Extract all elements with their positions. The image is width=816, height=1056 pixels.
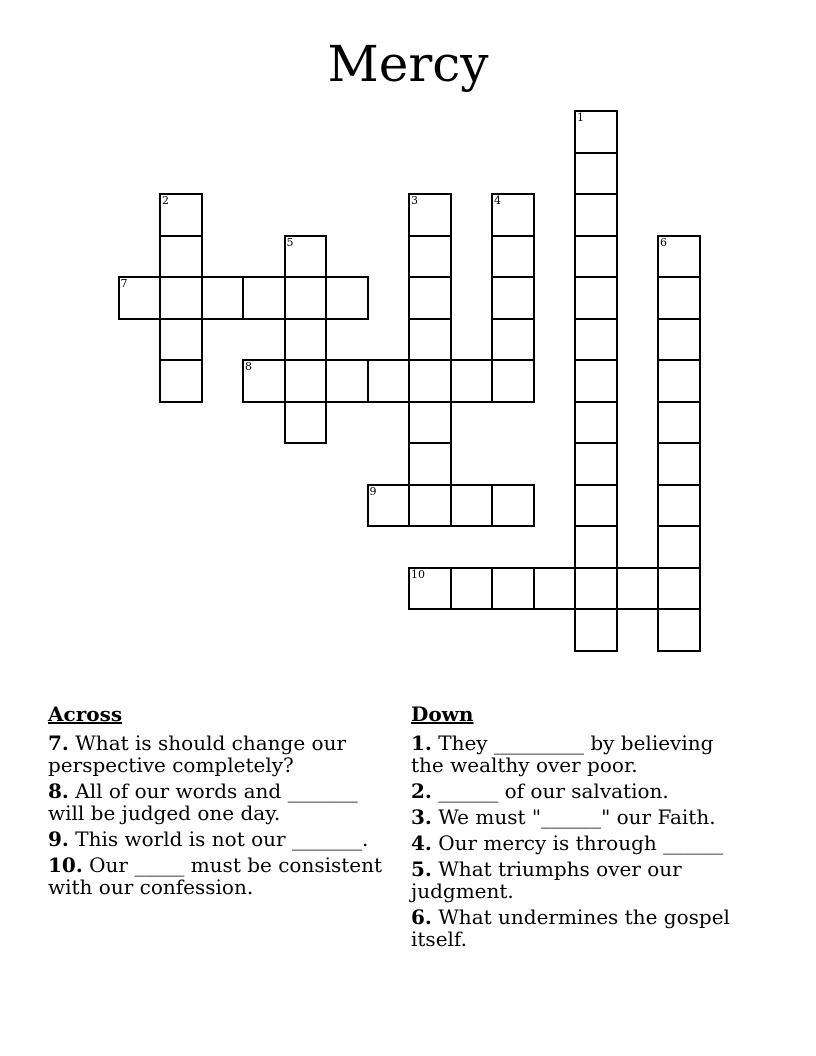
clue-number: 10. <box>48 853 83 877</box>
grid-cell[interactable] <box>657 318 701 362</box>
down-clues <box>411 702 751 954</box>
grid-cell[interactable] <box>159 318 203 362</box>
grid-cell[interactable] <box>574 318 618 362</box>
grid-cell[interactable] <box>450 567 494 611</box>
clue-text: Our _____ must be consistent with our confession. <box>48 853 383 899</box>
grid-cell[interactable] <box>325 359 369 403</box>
clue-number-label: 5 <box>286 235 294 249</box>
clue-text: What triumphs over our judgment. <box>411 857 682 903</box>
grid-cell[interactable] <box>574 484 618 528</box>
clue-across-9 <box>48 828 388 850</box>
clue-text: All of our words and _______ will be judged one day. <box>48 779 358 825</box>
grid-cell[interactable] <box>450 359 494 403</box>
grid-cell[interactable] <box>201 276 245 320</box>
clue-text: They _________ by believing the wealthy over poor. <box>411 731 714 777</box>
grid-cell[interactable] <box>408 442 452 486</box>
grid-cell[interactable] <box>657 276 701 320</box>
clue-number-label: 4 <box>494 194 501 207</box>
grid-cell[interactable] <box>284 401 328 445</box>
grid-cell[interactable] <box>284 318 328 362</box>
clue-number-label: 10 <box>411 567 425 581</box>
grid-cell[interactable] <box>574 235 618 279</box>
down-heading: Down <box>411 702 474 726</box>
grid-cell[interactable] <box>325 276 369 320</box>
grid-cell[interactable] <box>574 276 618 320</box>
grid-cell[interactable] <box>159 359 203 403</box>
clue-down-5 <box>411 858 751 902</box>
clue-number-label: 6 <box>660 235 667 249</box>
grid-cell[interactable] <box>574 110 618 154</box>
grid-cell[interactable] <box>118 276 162 320</box>
grid-cell[interactable] <box>159 193 203 237</box>
clue-across-8 <box>48 780 388 824</box>
grid-cell[interactable] <box>159 276 203 320</box>
grid-cell[interactable] <box>284 235 328 279</box>
grid-cell[interactable] <box>657 401 701 445</box>
clue-text: Our mercy is through ______ <box>438 831 724 855</box>
grid-cell[interactable] <box>242 276 286 320</box>
grid-cell[interactable] <box>284 276 328 320</box>
grid-cell[interactable] <box>367 484 411 528</box>
grid-cell[interactable] <box>657 359 701 403</box>
clue-number: 2. <box>411 779 432 803</box>
grid-cell[interactable] <box>408 276 452 320</box>
clue-number: 9. <box>48 827 69 851</box>
clue-number-label: 2 <box>162 194 169 207</box>
grid-cell[interactable] <box>491 235 535 279</box>
grid-cell[interactable] <box>574 193 618 237</box>
grid-cell[interactable] <box>242 359 286 403</box>
clue-number-label: 8 <box>245 360 252 373</box>
grid-cell[interactable] <box>657 608 701 652</box>
grid-cell[interactable] <box>657 484 701 528</box>
grid-cell[interactable] <box>574 152 618 196</box>
clue-text: What undermines the gospel itself. <box>411 905 730 951</box>
grid-cell[interactable] <box>574 567 618 611</box>
clue-text: ______ of our salvation. <box>438 779 669 803</box>
clue-number: 7. <box>48 731 69 755</box>
grid-cell[interactable] <box>491 484 535 528</box>
grid-cell[interactable] <box>574 359 618 403</box>
grid-cell[interactable] <box>533 567 577 611</box>
grid-cell[interactable] <box>491 276 535 320</box>
grid-cell[interactable] <box>408 359 452 403</box>
grid-cell[interactable] <box>574 608 618 652</box>
clue-across-7 <box>48 732 388 776</box>
grid-cell[interactable] <box>367 359 411 403</box>
grid-cell[interactable] <box>408 401 452 445</box>
grid-cell[interactable] <box>408 484 452 528</box>
clue-number: 5. <box>411 857 432 881</box>
grid-cell[interactable] <box>408 567 452 611</box>
clue-down-6 <box>411 906 751 950</box>
clue-text: What is should change our perspective completely? <box>48 731 347 777</box>
across-clues <box>48 702 388 902</box>
clue-number: 8. <box>48 779 69 803</box>
across-heading: Across <box>48 702 123 726</box>
grid-cell[interactable] <box>657 235 701 279</box>
clue-number: 1. <box>411 731 432 755</box>
grid-cell[interactable] <box>491 567 535 611</box>
grid-cell[interactable] <box>657 442 701 486</box>
grid-cell[interactable] <box>450 484 494 528</box>
grid-cell[interactable] <box>574 401 618 445</box>
clue-down-1 <box>411 732 751 776</box>
clue-number-label: 7 <box>120 277 128 290</box>
grid-cell[interactable] <box>657 525 701 569</box>
grid-cell[interactable] <box>491 318 535 362</box>
grid-cell[interactable] <box>159 235 203 279</box>
clue-number: 3. <box>411 805 432 829</box>
grid-cell[interactable] <box>574 525 618 569</box>
clue-down-3 <box>411 806 751 828</box>
clue-number: 4. <box>411 831 432 855</box>
clue-down-2 <box>411 780 751 802</box>
grid-cell[interactable] <box>491 359 535 403</box>
grid-cell[interactable] <box>616 567 660 611</box>
grid-cell[interactable] <box>657 567 701 611</box>
puzzle-title: Mercy <box>327 35 489 93</box>
grid-cell[interactable] <box>491 193 535 237</box>
grid-cell[interactable] <box>408 193 452 237</box>
clue-number-label: 1 <box>577 111 584 124</box>
grid-cell[interactable] <box>408 235 452 279</box>
clue-number: 6. <box>411 905 432 929</box>
clue-number-label: 9 <box>369 484 377 498</box>
clue-text: We must "______" our Faith. <box>438 805 716 829</box>
grid-cell[interactable] <box>284 359 328 403</box>
clue-number-label: 3 <box>411 194 418 207</box>
clue-down-4 <box>411 832 751 854</box>
clue-across-10 <box>48 854 388 898</box>
grid-cell[interactable] <box>574 442 618 486</box>
clue-text: This world is not our _______. <box>75 827 369 851</box>
grid-cell[interactable] <box>408 318 452 362</box>
